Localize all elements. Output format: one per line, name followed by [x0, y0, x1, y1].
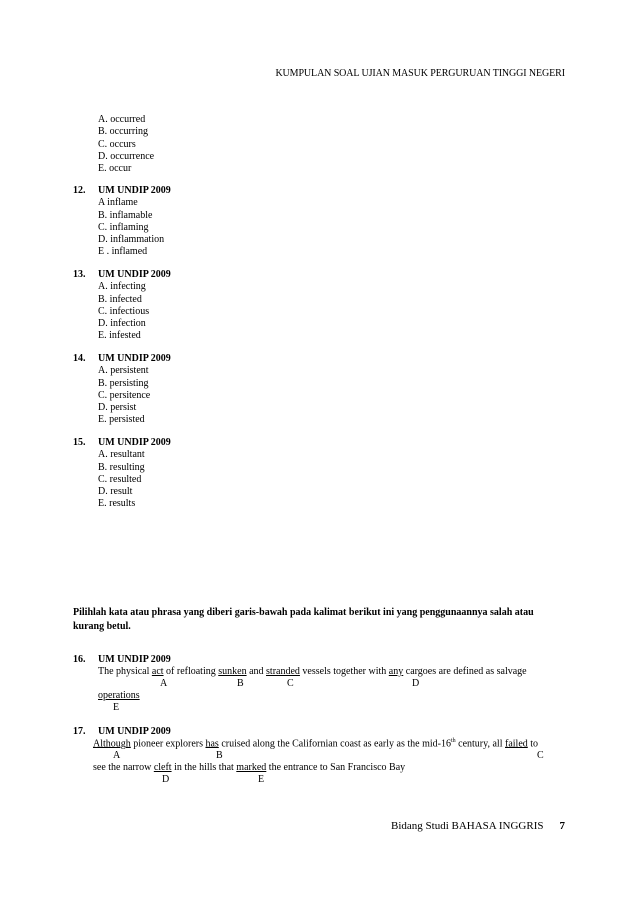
underlined-option-d: any — [388, 666, 404, 677]
question-title: UM UNDIP 2009 — [98, 437, 171, 448]
q13-option: B. infected — [98, 293, 142, 305]
q16-sentence-line2 — [98, 690, 140, 701]
underlined-option-a: act — [151, 666, 164, 677]
page-number: 7 — [559, 820, 565, 832]
q16-sentence-line1: The physical act of refloating sunken and stranded vessels together with any cargoes are defined as salvage — [98, 666, 527, 677]
underlined-option-c: failed — [505, 738, 528, 750]
q13-option: C. infectious — [98, 305, 150, 317]
page-header: KUMPULAN SOAL UJIAN MASUK PERGURUAN TINGGI NEGERI — [275, 68, 565, 79]
page-footer — [391, 820, 565, 832]
option-letter: A — [113, 750, 121, 761]
question-title: UM UNDIP 2009 — [98, 654, 171, 665]
underlined-option-b: has — [205, 738, 219, 750]
underlined-option-c: stranded — [266, 666, 300, 677]
question-title: UM UNDIP 2009 — [98, 353, 171, 364]
question-14 — [73, 353, 171, 427]
q15-option: D. result — [98, 486, 133, 498]
q17-sentence-line1: Although pioneer explorers has cruised along the Californian coast as early as the mid-16th century, all failed to — [93, 738, 539, 750]
underlined-option-b: sunken — [218, 666, 247, 677]
question-number: 15. — [73, 437, 86, 448]
q13-option: A. infecting — [98, 281, 146, 293]
q12-option: C. inflaming — [98, 221, 149, 233]
q15-option: E. results — [98, 498, 136, 510]
option-letter: C — [287, 678, 294, 689]
section-instruction: Pilihlah kata atau phrasa yang diberi garis-bawah pada kalimat berikut ini yang penggunaannya salah atau kurang betul. — [73, 607, 534, 632]
option-letter: B — [237, 678, 244, 689]
q17-sentence-line2: see the narrow cleft in the hills that marked the entrance to San Francisco Bay — [93, 762, 406, 773]
footer-subject: Bidang Studi BAHASA INGGRIS — [391, 820, 544, 832]
q11-option: D. occurrence — [98, 150, 155, 162]
q12-option: E . inflamed — [98, 246, 148, 258]
question-13 — [73, 269, 171, 343]
question-number: 16. — [73, 654, 86, 665]
q12-option: D. inflammation — [98, 234, 165, 246]
question-number: 14. — [73, 353, 86, 364]
q14-option: B. persisting — [98, 377, 149, 389]
q14-option: C. persitence — [98, 389, 151, 401]
q11-option: E. occur — [98, 163, 132, 175]
option-letter: D — [162, 774, 170, 785]
q15-option: A. resultant — [98, 449, 145, 461]
q13-option: D. infection — [98, 318, 146, 330]
question-15 — [73, 437, 171, 511]
question-16 — [73, 654, 171, 666]
q15-option: B. resulting — [98, 461, 145, 473]
q14-option: D. persist — [98, 402, 137, 414]
option-letter: E — [113, 702, 120, 713]
question-number: 12. — [73, 185, 86, 196]
option-letter: D — [412, 678, 420, 689]
q15-option: C. resulted — [98, 473, 142, 485]
underlined-option-e: marked — [236, 762, 267, 773]
q11-option: A. occurred — [98, 114, 146, 125]
q13-option: E. infested — [98, 330, 141, 342]
q11-options — [73, 114, 154, 175]
underlined-option-e: operations — [98, 690, 140, 701]
question-title: UM UNDIP 2009 — [98, 185, 171, 196]
question-number: 13. — [73, 269, 86, 280]
underlined-option-d: cleft — [153, 762, 172, 773]
question-17 — [73, 726, 171, 738]
question-number: 17. — [73, 726, 86, 737]
q12-option: B. inflamable — [98, 209, 153, 221]
question-title: UM UNDIP 2009 — [98, 269, 171, 280]
q14-option: A. persistent — [98, 365, 149, 377]
option-letter: B — [216, 750, 223, 761]
q11-option: B. occurring — [98, 126, 148, 138]
q14-option: E. persisted — [98, 414, 145, 426]
q12-option: A inflame — [98, 197, 138, 209]
q11-option: C. occurs — [98, 138, 136, 150]
option-letter: A — [160, 678, 168, 689]
question-12 — [73, 185, 171, 259]
option-letter: C — [537, 750, 544, 761]
option-letter: E — [258, 774, 265, 785]
question-title: UM UNDIP 2009 — [98, 726, 171, 737]
underlined-option-a: Although — [93, 738, 131, 750]
